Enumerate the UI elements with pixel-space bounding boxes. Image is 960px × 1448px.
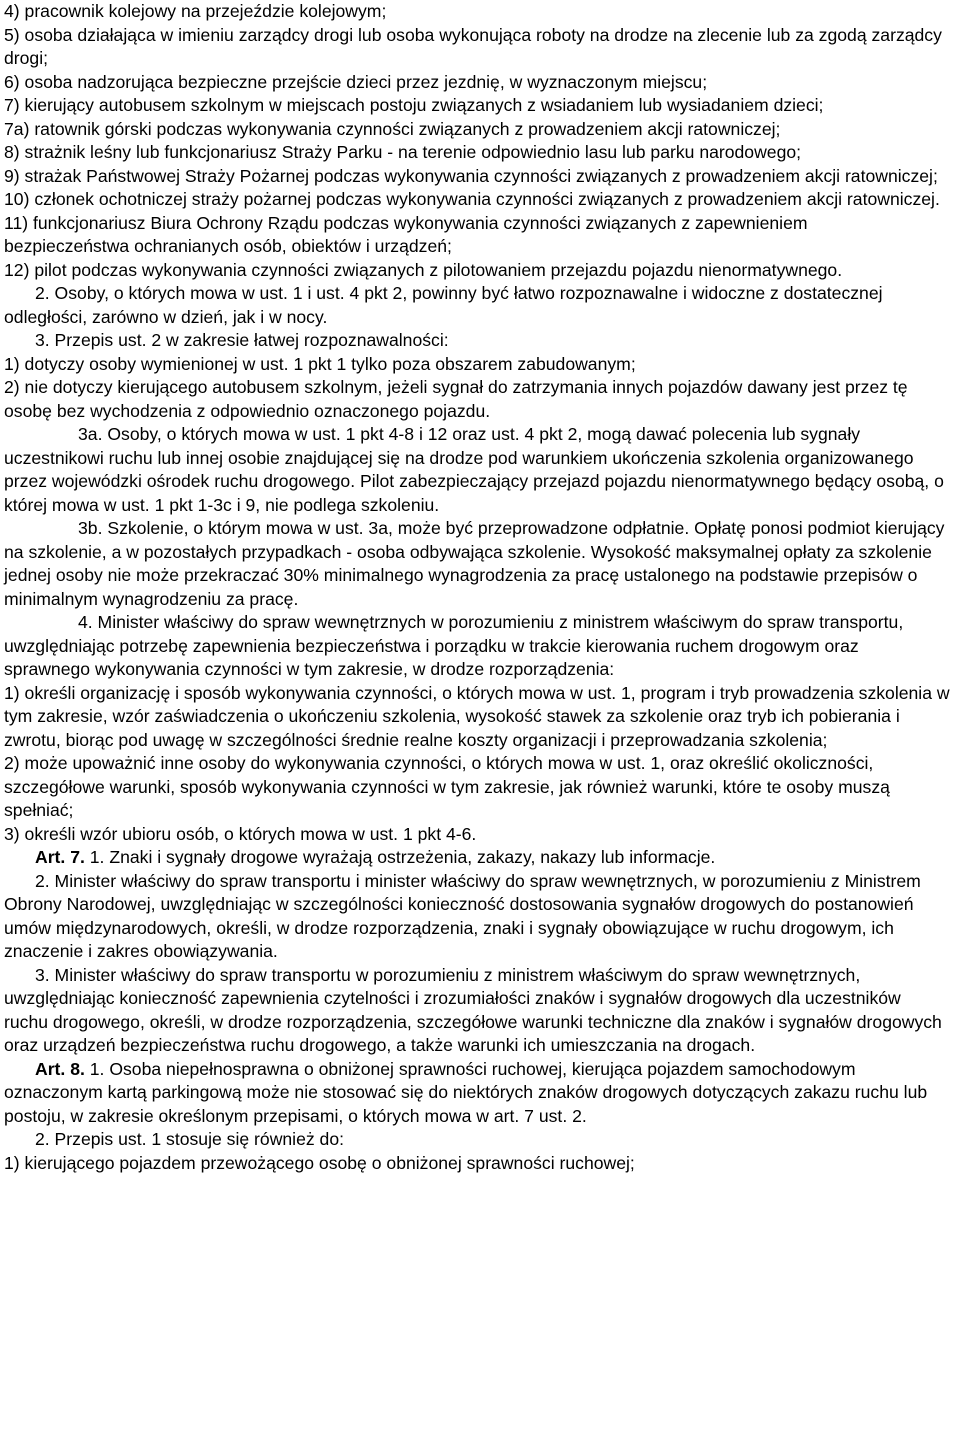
list-item: 11) funkcjonariusz Biura Ochrony Rządu podczas wykonywania czynności związanych z zapewnieniem bezpieczeństwa ochranianych osób, obiektów i urządzeń; xyxy=(4,212,808,256)
list-item: 1) określi organizację i sposób wykonywania czynności, o których mowa w ust. 1, program i tryb prowadzenia szkolenia w tym zakresie, wzór zaświadczenia o ukończeniu szkolenia, wysokość stawek za szkolenie oraz tryb ich pobierania i zwrotu, biorąc pod uwagę w szczególności średnie realne koszty organizacji i przeprowadzania szkolenia; xyxy=(4,682,950,750)
paragraph: 3a. Osoby, o których mowa w ust. 1 pkt 4-8 i 12 oraz ust. 4 pkt 2, mogą dawać polecenia lub sygnały uczestnikowi ruchu lub innej osobie znajdującej się na drodze pod warunkiem ukończenia szkolenia organizowanego przez wojewódzki ośrodek ruchu drogowego. Pilot zabezpieczający przejazd pojazdu nienormatywnego będący osobą, o której mowa w ust. 1 pkt 1-3c i 9, nie podlega szkoleniu. xyxy=(4,424,944,515)
paragraph: 2. Przepis ust. 1 stosuje się również do: xyxy=(35,1129,345,1149)
list-item: 9) strażak Państwowej Straży Pożarnej podczas wykonywania czynności związanych z prowadzeniem akcji ratowniczej; xyxy=(4,165,938,186)
list-item: 5) osoba działająca w imieniu zarządcy drogi lub osoba wykonująca roboty na drodze na zlecenie lub za zgodą zarządcy drogi; xyxy=(4,24,942,68)
list-item: 7) kierujący autobusem szkolnym w miejscach postoju związanych z wsiadaniem lub wysiadaniem dzieci; xyxy=(4,95,824,115)
list-item: 4) pracownik kolejowy na przejeździe kolejowym; xyxy=(4,1,387,21)
paragraph: 2. Osoby, o których mowa w ust. 1 i ust. 4 pkt 2, powinny być łatwo rozpoznawalne i widoczne z dostatecznej odległości, zarówno w dzień, jak i w nocy. xyxy=(4,283,883,327)
list-item: 10) członek ochotniczej straży pożarnej podczas wykonywania czynności związanych z prowadzeniem akcji ratowniczej. xyxy=(4,189,940,209)
list-item: 6) osoba nadzorująca bezpieczne przejście dzieci przez jezdnię, w wyznaczonym miejscu; xyxy=(4,71,708,92)
document-page xyxy=(4,0,956,1175)
list-item: 8) strażnik leśny lub funkcjonariusz Straży Parku - na terenie odpowiednio lasu lub parku narodowego; xyxy=(4,142,802,162)
article-text: 1. Osoba niepełnosprawna o obniżonej sprawności ruchowej, kierująca pojazdem samochodowym oznaczonym kartą parkingową może nie stosować się do niektórych znaków drogowych dotyczących zakazu ruchu lub postoju, w zakresie określonym przepisami, o których mowa w art. 7 ust. 2. xyxy=(4,1058,928,1126)
article-paragraph xyxy=(4,846,956,870)
article-number: Art. 8. xyxy=(35,1058,85,1079)
paragraph: 3. Minister właściwy do spraw transportu w porozumieniu z ministrem właściwym do spraw wewnętrznych, uwzględniając konieczność zapewnienia czytelności i zrozumiałości znaków i sygnałów drogowych dla uczestników ruchu drogowego, określi, w drodze rozporządzenia, szczegółowe warunki techniczne dla znaków i sygnałów drogowych oraz urządzeń bezpieczeństwa ruchu drogowego, a także warunki ich umieszczania na drogach. xyxy=(4,964,942,1055)
list-item: 1) dotyczy osoby wymienionej w ust. 1 pkt 1 tylko poza obszarem zabudowanym; xyxy=(4,353,636,374)
list-item: 2) nie dotyczy kierującego autobusem szkolnym, jeżeli sygnał do zatrzymania innych pojazdów dawany jest przez tę osobę bez wychodzenia z odpowiednio oznaczonego pojazdu. xyxy=(4,377,908,421)
list-item: 12) pilot podczas wykonywania czynności związanych z pilotowaniem przejazdu pojazdu nienormatywnego. xyxy=(4,259,843,280)
paragraph: 3. Przepis ust. 2 w zakresie łatwej rozpoznawalności: xyxy=(35,330,449,350)
list-item: 7a) ratownik górski podczas wykonywania czynności związanych z prowadzeniem akcji ratowniczej; xyxy=(4,118,781,139)
article-text: 1. Znaki i sygnały drogowe wyrażają ostrzeżenia, zakazy, nakazy lub informacje. xyxy=(84,847,716,867)
list-item: 3) określi wzór ubioru osób, o których mowa w ust. 1 pkt 4-6. xyxy=(4,823,477,844)
article-number: Art. 7. xyxy=(35,847,85,867)
paragraph: 4. Minister właściwy do spraw wewnętrznych w porozumieniu z ministrem właściwym do spraw transportu, uwzględniając potrzebę zapewnienia bezpieczeństwa i porządku w trakcie kierowania ruchem drogowym oraz sprawnego wykonywania czynności w tym zakresie, w drodze rozporządzenia: xyxy=(4,612,904,679)
article-paragraph xyxy=(4,1058,959,1129)
paragraph: 3b. Szkolenie, o którym mowa w ust. 3a, może być przeprowadzone odpłatnie. Opłatę ponosi podmiot kierujący na szkolenie, a w pozostałych przypadkach - osoba odbywająca szkolenie. Wysokość maksymalnej opłaty za szkolenie jednej osoby nie może przekraczać 30% minimalnego wynagrodzenia za pracę ustalonego na podstawie przepisów o minimalnym wynagrodzeniu za pracę. xyxy=(4,518,945,609)
list-item: 2) może upoważnić inne osoby do wykonywania czynności, o których mowa w ust. 1, oraz określić okoliczności, szczegółowe warunki, sposób wykonywania czynności w tym zakresie, jak również warunki, które te osoby muszą spełniać; xyxy=(4,753,890,820)
list-item: 1) kierującego pojazdem przewożącego osobę o obniżonej sprawności ruchowej; xyxy=(4,1152,635,1173)
paragraph: 2. Minister właściwy do spraw transportu i minister właściwy do spraw wewnętrznych, w porozumieniu z Ministrem Obrony Narodowej, uwzględniając w szczególności konieczność dostosowania sygnałów drogowych do postanowień umów międzynarodowych, określi, w drodze rozporządzenia, znaki i sygnały obowiązujące w ruchu drogowym, ich znaczenie i zakres obowiązywania. xyxy=(4,870,921,961)
